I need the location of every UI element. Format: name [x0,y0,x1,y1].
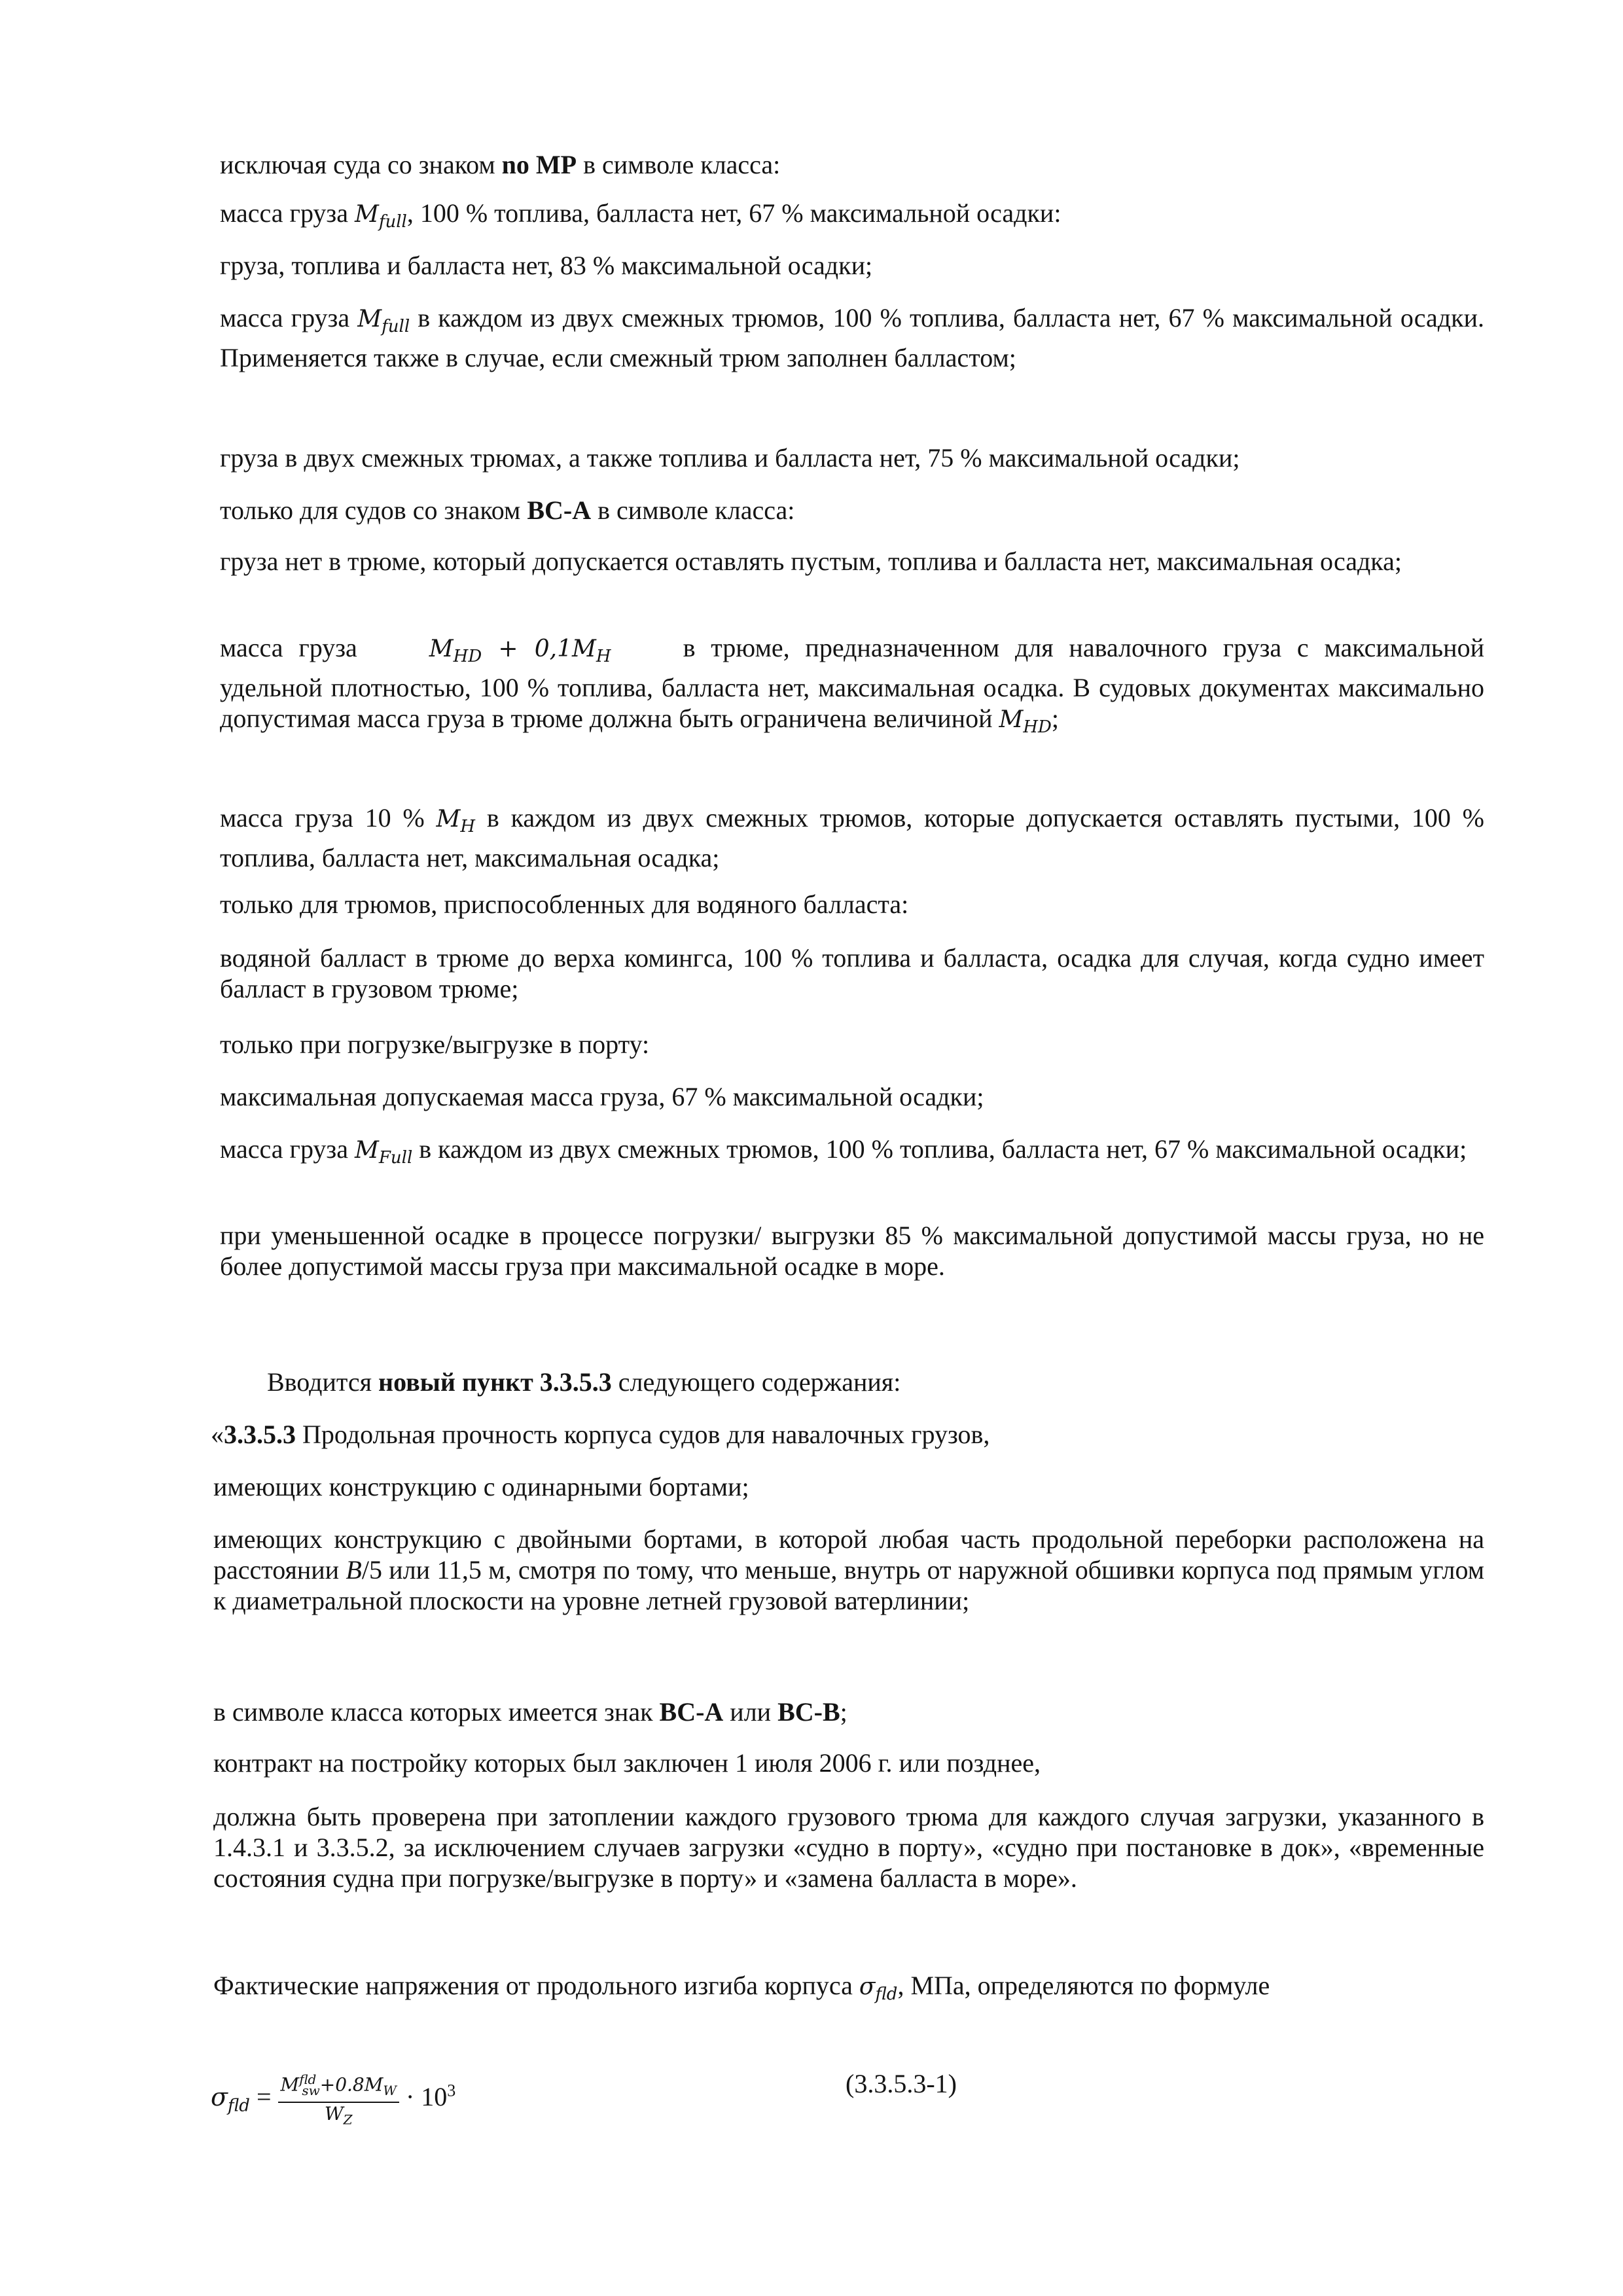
paragraph-3-3-5-3: «3.3.5.3 Продольная прочность корпуса судов для навалочных грузов, [211,1420,990,1449]
formula-number: (3.3.5.3-1) [846,2069,957,2098]
paragraph-double-side: имеющих конструкцию с двойными бортами, в которой любая часть продольной переборки расположена на расстоянии B/5 или 11,5 м, смотря по тому, что меньше, внутрь от наружной обшивки корпуса под прямым углом к диаметральной плоскости на уровне летней грузовой ватерлинии; [213,1524,1485,1615]
paragraph-new-item: Вводится новый пункт 3.3.5.3 следующего содержания: [267,1367,901,1397]
paragraph-bc-a-only: только для судов со знаком ВС-А в символе класса: [220,495,795,525]
paragraph-single-side: имеющих конструкцию с одинарными бортами; [213,1472,749,1501]
paragraph-ballast-holds: только для трюмов, приспособленных для водяного балласта: [220,889,909,919]
formula-expression: $\sigma_{fld}$ = $\frac{M^{fld}_{sw}+0.8M_W}{W_Z}$ · $10^3$ [211,2068,455,2131]
formula-fraction: $\frac{M^{fld}_{sw}+0.8M_W}{W_Z}$ [278,2068,399,2131]
paragraph-no-cargo-83: груза, топлива и балласта нет, 83 % максимальной осадки; [220,251,873,280]
paragraph-mfull-two-holds: масса груза $M_{Full}$ в каждом из двух смежных трюмов, 100 % топлива, балласта нет, 67 % максимальной осадки; [220,1134,1467,1168]
formula-3-3-5-3-1 [211,2049,1061,2128]
paragraph-mfull-67: масса груза $M_{full}$, 100 % топлива, балласта нет, 67 % максимальной осадки: [220,198,1061,232]
paragraph-stress-definition: Фактические напряжения от продольного изгиба корпуса $\sigma_{fld}$, МПа, определяются по формуле [213,1971,1270,2005]
paragraph-flooding-check: должна быть проверена при затоплении каждого грузового трюма для каждого случая загрузки, указанного в 1.4.3.1 и 3.3.5.2, за исключением случаев загрузки «судно в порту», «судно при постановке в док», «временные состояния судна при погрузке/выгрузке в порту» и «замена балласта в море». [213,1802,1484,1893]
paragraph-no-mp: исключая суда со знаком no MP в символе класса: [220,150,781,179]
paragraph-water-ballast: водяной балласт в трюме до верха комингса, 100 % топлива и балласта, осадка для случая, когда судно имеет балласт в грузовом трюме; [220,943,1484,1003]
paragraph-mhd: масса груза $M_{HD} + 0,1M_H$ в трюме, предназначенном для навалочного груза с максимальной удельной плотностью, 100 % топлива, балласта нет, максимальная осадка. В судовых документах максимально допустимая масса груза в трюме должна быть ограничена величиной $M_{HD}$; [220,633,1484,738]
paragraph-empty-holds-75: груза в двух смежных трюмах, а также топлива и балласта нет, 75 % максимальной осадки; [220,443,1240,473]
paragraph-two-holds: масса груза $M_{full}$ в каждом из двух смежных трюмов, 100 % топлива, балласта нет, 67 % максимальной осадки. Применяется также в случае, если смежный трюм заполнен балластом; [220,303,1484,373]
paragraph-10pct-mh: масса груза 10 % $M_H$ в каждом из двух смежных трюмов, которые допускается оставлять пустыми, 100 % топлива, балласта нет, максимальная осадка; [220,803,1485,873]
paragraph-port-only: только при погрузке/выгрузке в порту: [220,1030,650,1059]
paragraph-reduced-draught: при уменьшенной осадке в процессе погрузки/ выгрузки 85 % максимальной допустимой массы груза, но не более допустимой массы груза при максимальной осадке в море. [220,1221,1484,1281]
paragraph-contract-date: контракт на постройку которых был заключен 1 июля 2006 г. или позднее, [213,1748,1041,1778]
paragraph-class-notation: в символе класса которых имеется знак ВС-А или ВС-В; [213,1697,847,1727]
paragraph-max-cargo-67: максимальная допускаемая масса груза, 67 % максимальной осадки; [220,1082,984,1111]
paragraph-empty-hold: груза нет в трюме, который допускается оставлять пустым, топлива и балласта нет, максимальная осадка; [220,547,1402,576]
